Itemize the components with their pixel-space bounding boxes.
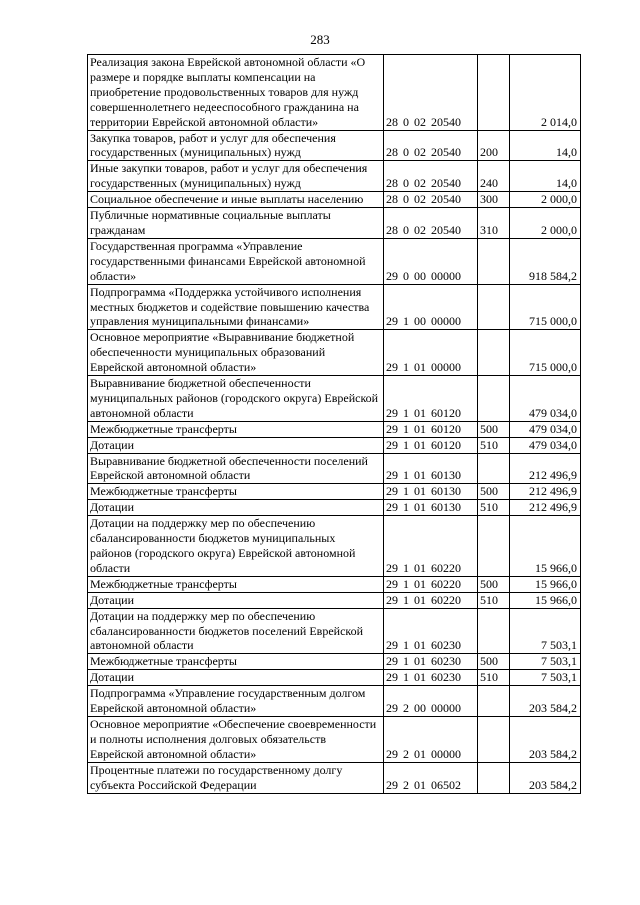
row-code-cell: 28 0 02 20540 — [384, 192, 478, 208]
row-expense-type-cell: 510 — [477, 592, 509, 608]
row-code-cell: 29 1 01 60220 — [384, 576, 478, 592]
row-code-cell: 29 1 01 60230 — [384, 654, 478, 670]
table-row — [88, 161, 581, 192]
row-expense-type-cell — [477, 376, 509, 422]
row-sum-cell: 2 014,0 — [510, 55, 581, 131]
row-sum-cell: 715 000,0 — [510, 330, 581, 376]
row-sum-cell: 479 034,0 — [510, 437, 581, 453]
row-name-cell: Основное мероприятие «Обеспечение своевременности и полноты исполнения долговых обязательств Еврейской автономной области» — [88, 716, 384, 762]
budget-table-body — [88, 55, 581, 794]
row-sum-cell: 14,0 — [510, 161, 581, 192]
row-expense-type-cell: 310 — [477, 208, 509, 239]
row-expense-type-cell — [477, 55, 509, 131]
table-row — [88, 437, 581, 453]
row-expense-type-cell: 300 — [477, 192, 509, 208]
row-sum-cell: 2 000,0 — [510, 208, 581, 239]
row-code-cell: 29 1 01 00000 — [384, 330, 478, 376]
row-name-cell: Дотации — [88, 592, 384, 608]
row-name-cell: Иные закупки товаров, работ и услуг для обеспечения государственных (муниципальных) нужд — [88, 161, 384, 192]
row-name-cell: Подпрограмма «Управление государственным долгом Еврейской автономной области» — [88, 686, 384, 717]
row-name-cell: Дотации — [88, 670, 384, 686]
row-sum-cell: 15 966,0 — [510, 516, 581, 577]
row-code-cell: 29 1 01 60120 — [384, 421, 478, 437]
row-name-cell: Социальное обеспечение и иные выплаты населению — [88, 192, 384, 208]
row-code-cell: 29 1 01 60230 — [384, 608, 478, 654]
row-code-cell: 29 1 01 60130 — [384, 484, 478, 500]
row-sum-cell: 212 496,9 — [510, 453, 581, 484]
table-row — [88, 592, 581, 608]
row-code-cell: 29 0 00 00000 — [384, 238, 478, 284]
row-code-cell: 29 2 01 06502 — [384, 762, 478, 793]
row-name-cell: Государственная программа «Управление государственными финансами Еврейской автономной области» — [88, 238, 384, 284]
row-sum-cell: 715 000,0 — [510, 284, 581, 330]
row-expense-type-cell: 510 — [477, 670, 509, 686]
table-row — [88, 453, 581, 484]
row-expense-type-cell — [477, 716, 509, 762]
table-row — [88, 238, 581, 284]
table-row — [88, 192, 581, 208]
row-name-cell: Дотации — [88, 500, 384, 516]
row-code-cell: 28 0 02 20540 — [384, 55, 478, 131]
row-sum-cell: 212 496,9 — [510, 484, 581, 500]
row-expense-type-cell: 240 — [477, 161, 509, 192]
row-sum-cell: 479 034,0 — [510, 421, 581, 437]
row-name-cell: Публичные нормативные социальные выплаты гражданам — [88, 208, 384, 239]
row-expense-type-cell — [477, 238, 509, 284]
row-name-cell: Межбюджетные трансферты — [88, 484, 384, 500]
table-row — [88, 484, 581, 500]
row-expense-type-cell — [477, 762, 509, 793]
row-sum-cell: 2 000,0 — [510, 192, 581, 208]
table-row — [88, 330, 581, 376]
row-sum-cell: 203 584,2 — [510, 716, 581, 762]
table-row — [88, 670, 581, 686]
row-name-cell: Подпрограмма «Поддержка устойчивого исполнения местных бюджетов и содействие повышению качества управления муниципальными финансами» — [88, 284, 384, 330]
row-code-cell: 29 1 01 60220 — [384, 592, 478, 608]
row-code-cell: 29 1 01 60220 — [384, 516, 478, 577]
table-row — [88, 608, 581, 654]
row-name-cell: Процентные платежи по государственному долгу субъекта Российской Федерации — [88, 762, 384, 793]
row-name-cell: Дотации на поддержку мер по обеспечению сбалансированности бюджетов муниципальных районов (городского округа) Еврейской автономной области — [88, 516, 384, 577]
row-code-cell: 29 1 01 60230 — [384, 670, 478, 686]
table-row — [88, 516, 581, 577]
row-expense-type-cell: 510 — [477, 500, 509, 516]
table-row — [88, 762, 581, 793]
row-name-cell: Выравнивание бюджетной обеспеченности поселений Еврейской автономной области — [88, 453, 384, 484]
row-name-cell: Межбюджетные трансферты — [88, 654, 384, 670]
row-expense-type-cell — [477, 686, 509, 717]
row-code-cell: 29 1 01 60130 — [384, 500, 478, 516]
row-code-cell: 28 0 02 20540 — [384, 208, 478, 239]
row-code-cell: 29 1 01 60130 — [384, 453, 478, 484]
budget-table — [87, 54, 581, 794]
row-expense-type-cell — [477, 330, 509, 376]
row-code-cell: 29 2 01 00000 — [384, 716, 478, 762]
row-name-cell: Дотации — [88, 437, 384, 453]
row-expense-type-cell — [477, 453, 509, 484]
table-row — [88, 376, 581, 422]
table-row — [88, 716, 581, 762]
row-name-cell: Дотации на поддержку мер по обеспечению сбалансированности бюджетов поселений Еврейской автономной области — [88, 608, 384, 654]
table-row — [88, 576, 581, 592]
row-expense-type-cell: 500 — [477, 654, 509, 670]
table-row — [88, 654, 581, 670]
row-name-cell: Реализация закона Еврейской автономной области «О размере и порядке выплаты компенсации на приобретение продовольственных товаров для нужд совершеннолетнего недееспособного гражданина на территории Еврейской автономной области» — [88, 55, 384, 131]
row-sum-cell: 15 966,0 — [510, 576, 581, 592]
row-sum-cell: 7 503,1 — [510, 608, 581, 654]
row-expense-type-cell — [477, 516, 509, 577]
row-sum-cell: 7 503,1 — [510, 670, 581, 686]
row-sum-cell: 479 034,0 — [510, 376, 581, 422]
row-expense-type-cell — [477, 608, 509, 654]
row-expense-type-cell — [477, 284, 509, 330]
table-row — [88, 686, 581, 717]
row-expense-type-cell: 500 — [477, 421, 509, 437]
row-name-cell: Закупка товаров, работ и услуг для обеспечения государственных (муниципальных) нужд — [88, 130, 384, 161]
row-sum-cell: 203 584,2 — [510, 762, 581, 793]
page-number: 283 — [310, 32, 330, 47]
row-name-cell: Выравнивание бюджетной обеспеченности муниципальных районов (городского округа) Еврейской автономной области — [88, 376, 384, 422]
row-name-cell: Межбюджетные трансферты — [88, 576, 384, 592]
row-code-cell: 29 1 01 60120 — [384, 376, 478, 422]
table-row — [88, 421, 581, 437]
row-sum-cell: 15 966,0 — [510, 592, 581, 608]
row-sum-cell: 203 584,2 — [510, 686, 581, 717]
row-code-cell: 29 2 00 00000 — [384, 686, 478, 717]
row-sum-cell: 918 584,2 — [510, 238, 581, 284]
row-name-cell: Межбюджетные трансферты — [88, 421, 384, 437]
row-code-cell: 28 0 02 20540 — [384, 130, 478, 161]
row-expense-type-cell: 510 — [477, 437, 509, 453]
row-code-cell: 29 1 00 00000 — [384, 284, 478, 330]
row-expense-type-cell: 200 — [477, 130, 509, 161]
table-row — [88, 130, 581, 161]
row-expense-type-cell: 500 — [477, 576, 509, 592]
table-row — [88, 208, 581, 239]
row-sum-cell: 7 503,1 — [510, 654, 581, 670]
table-row — [88, 55, 581, 131]
table-row — [88, 284, 581, 330]
row-expense-type-cell: 500 — [477, 484, 509, 500]
row-code-cell: 28 0 02 20540 — [384, 161, 478, 192]
row-sum-cell: 212 496,9 — [510, 500, 581, 516]
row-code-cell: 29 1 01 60120 — [384, 437, 478, 453]
row-name-cell: Основное мероприятие «Выравнивание бюджетной обеспеченности муниципальных образований Еврейской автономной области» — [88, 330, 384, 376]
table-row — [88, 500, 581, 516]
row-sum-cell: 14,0 — [510, 130, 581, 161]
